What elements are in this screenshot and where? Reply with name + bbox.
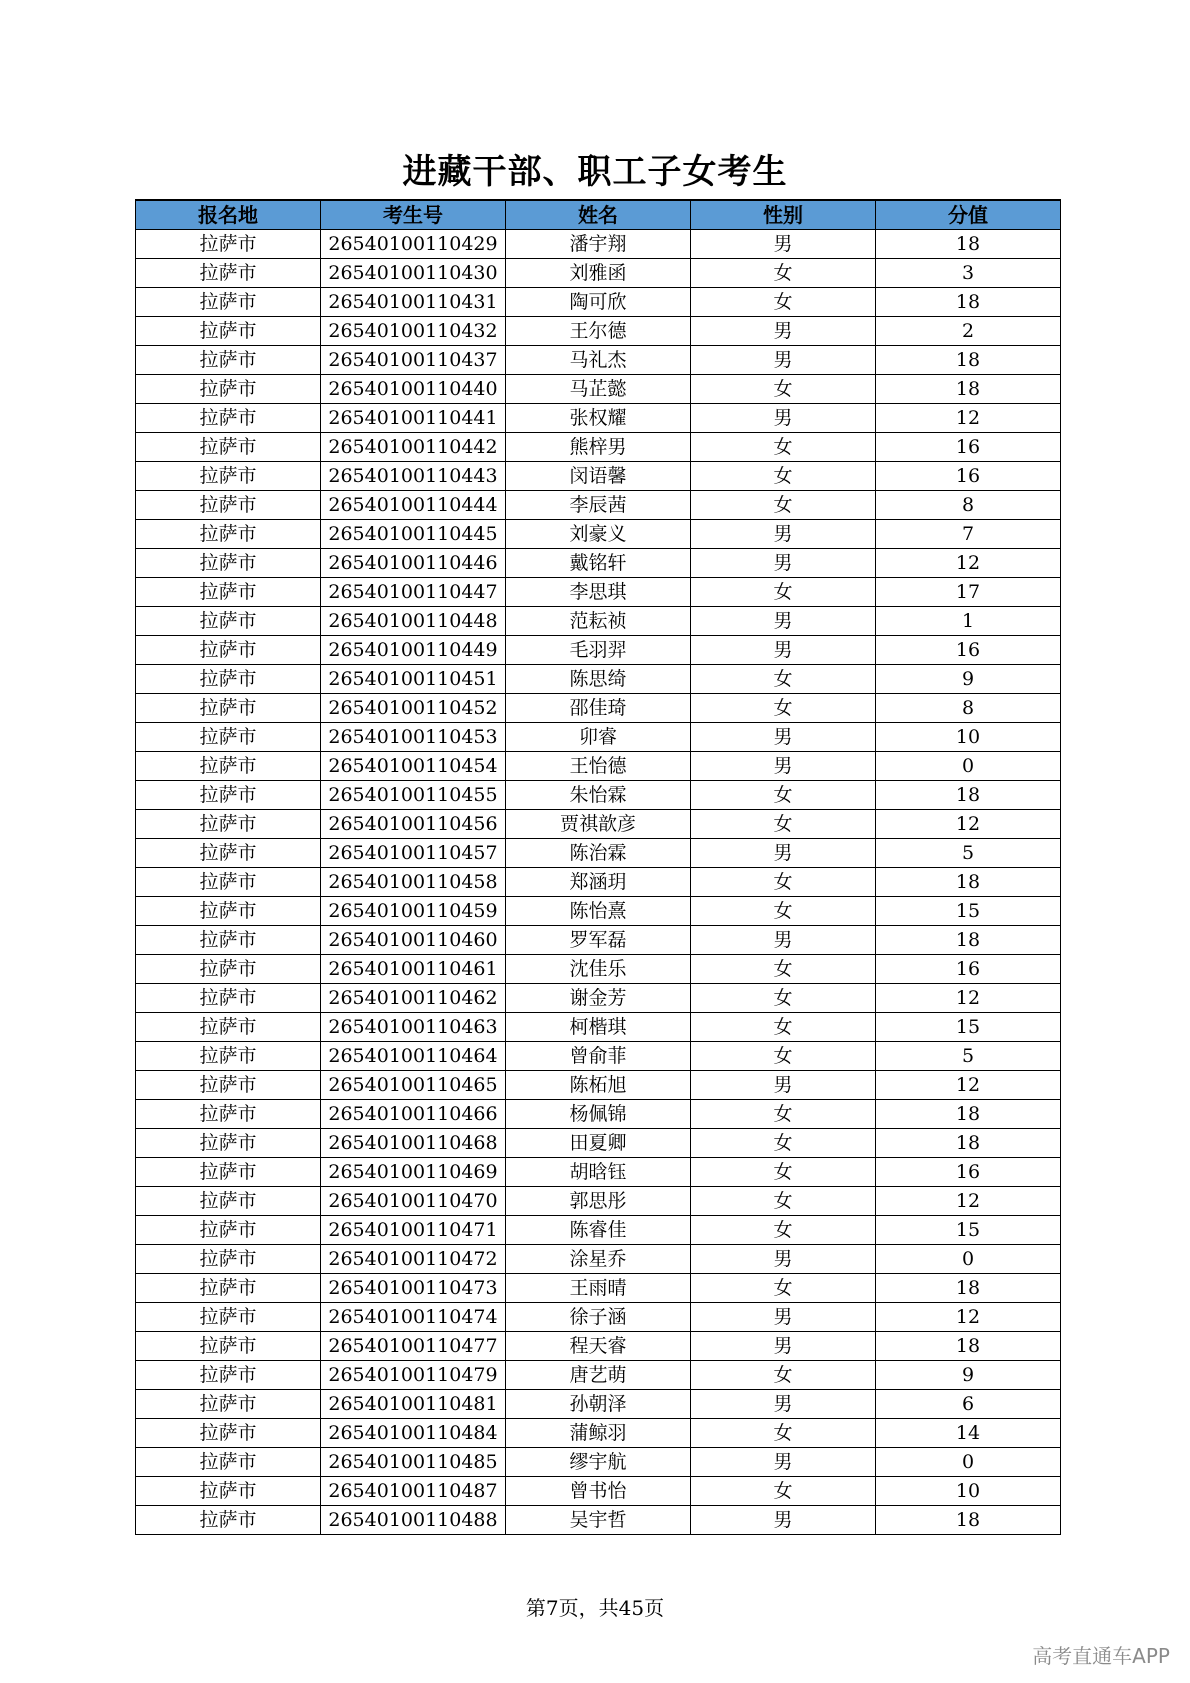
- table-row: [136, 665, 1061, 694]
- cell-candidate-number: 26540100110454: [321, 752, 506, 781]
- cell-gender: 男: [691, 1303, 876, 1332]
- cell-gender: 女: [691, 1042, 876, 1071]
- cell-candidate-number: 26540100110485: [321, 1448, 506, 1477]
- cell-score: 12: [876, 549, 1061, 578]
- table-row: [136, 375, 1061, 404]
- cell-candidate-number: 26540100110461: [321, 955, 506, 984]
- cell-registration-place: 拉萨市: [136, 433, 321, 462]
- table-row: [136, 1158, 1061, 1187]
- cell-candidate-number: 26540100110481: [321, 1390, 506, 1419]
- cell-name: 陈怡熹: [506, 897, 691, 926]
- cell-candidate-number: 26540100110459: [321, 897, 506, 926]
- table-row: [136, 1187, 1061, 1216]
- cell-candidate-number: 26540100110453: [321, 723, 506, 752]
- table-row: [136, 810, 1061, 839]
- cell-candidate-number: 26540100110464: [321, 1042, 506, 1071]
- cell-score: 12: [876, 810, 1061, 839]
- cell-score: 12: [876, 404, 1061, 433]
- cell-score: 16: [876, 1158, 1061, 1187]
- table-row: [136, 230, 1061, 259]
- cell-score: 15: [876, 897, 1061, 926]
- cell-score: 18: [876, 288, 1061, 317]
- cell-score: 0: [876, 1448, 1061, 1477]
- cell-registration-place: 拉萨市: [136, 1100, 321, 1129]
- cell-registration-place: 拉萨市: [136, 1506, 321, 1535]
- cell-registration-place: 拉萨市: [136, 375, 321, 404]
- cell-name: 胡晗钰: [506, 1158, 691, 1187]
- cell-score: 9: [876, 1361, 1061, 1390]
- cell-registration-place: 拉萨市: [136, 1419, 321, 1448]
- cell-score: 18: [876, 230, 1061, 259]
- cell-name: 唐艺萌: [506, 1361, 691, 1390]
- table-row: [136, 984, 1061, 1013]
- table-row: [136, 926, 1061, 955]
- table-row: [136, 868, 1061, 897]
- cell-candidate-number: 26540100110444: [321, 491, 506, 520]
- cell-registration-place: 拉萨市: [136, 1303, 321, 1332]
- cell-candidate-number: 26540100110447: [321, 578, 506, 607]
- cell-gender: 男: [691, 607, 876, 636]
- table-row: [136, 607, 1061, 636]
- cell-name: 刘豪义: [506, 520, 691, 549]
- cell-gender: 男: [691, 1071, 876, 1100]
- table-row: [136, 897, 1061, 926]
- cell-score: 18: [876, 926, 1061, 955]
- cell-gender: 女: [691, 1129, 876, 1158]
- cell-candidate-number: 26540100110470: [321, 1187, 506, 1216]
- cell-gender: 男: [691, 317, 876, 346]
- cell-score: 18: [876, 1274, 1061, 1303]
- cell-score: 9: [876, 665, 1061, 694]
- cell-name: 孙朝泽: [506, 1390, 691, 1419]
- table-row: [136, 1129, 1061, 1158]
- cell-name: 涂星乔: [506, 1245, 691, 1274]
- cell-gender: 男: [691, 230, 876, 259]
- cell-registration-place: 拉萨市: [136, 404, 321, 433]
- cell-name: 谢金芳: [506, 984, 691, 1013]
- cell-gender: 女: [691, 1100, 876, 1129]
- cell-gender: 女: [691, 1477, 876, 1506]
- cell-registration-place: 拉萨市: [136, 607, 321, 636]
- cell-registration-place: 拉萨市: [136, 317, 321, 346]
- cell-registration-place: 拉萨市: [136, 1390, 321, 1419]
- cell-gender: 男: [691, 1506, 876, 1535]
- cell-score: 18: [876, 346, 1061, 375]
- cell-registration-place: 拉萨市: [136, 984, 321, 1013]
- cell-gender: 女: [691, 1216, 876, 1245]
- table-row: [136, 1506, 1061, 1535]
- column-header-gender: 性别: [691, 200, 876, 230]
- cell-score: 12: [876, 1187, 1061, 1216]
- cell-registration-place: 拉萨市: [136, 288, 321, 317]
- candidate-table: [135, 199, 1061, 1535]
- column-header-name: 姓名: [506, 200, 691, 230]
- table-row: [136, 1216, 1061, 1245]
- cell-score: 15: [876, 1216, 1061, 1245]
- cell-candidate-number: 26540100110440: [321, 375, 506, 404]
- table-row: [136, 578, 1061, 607]
- cell-name: 潘宇翔: [506, 230, 691, 259]
- cell-name: 毛羽羿: [506, 636, 691, 665]
- cell-name: 郑涵玥: [506, 868, 691, 897]
- cell-gender: 女: [691, 1187, 876, 1216]
- cell-registration-place: 拉萨市: [136, 1042, 321, 1071]
- cell-gender: 男: [691, 839, 876, 868]
- cell-score: 7: [876, 520, 1061, 549]
- page-title: 进藏干部、职工子女考生: [402, 152, 788, 192]
- cell-name: 程天睿: [506, 1332, 691, 1361]
- cell-score: 16: [876, 462, 1061, 491]
- cell-gender: 男: [691, 1332, 876, 1361]
- cell-gender: 女: [691, 781, 876, 810]
- cell-name: 陈治霖: [506, 839, 691, 868]
- cell-candidate-number: 26540100110462: [321, 984, 506, 1013]
- cell-candidate-number: 26540100110446: [321, 549, 506, 578]
- table-row: [136, 549, 1061, 578]
- table-row: [136, 636, 1061, 665]
- cell-name: 田夏卿: [506, 1129, 691, 1158]
- cell-name: 李思琪: [506, 578, 691, 607]
- cell-registration-place: 拉萨市: [136, 868, 321, 897]
- cell-candidate-number: 26540100110443: [321, 462, 506, 491]
- cell-gender: 女: [691, 1013, 876, 1042]
- cell-gender: 女: [691, 375, 876, 404]
- table-row: [136, 723, 1061, 752]
- cell-gender: 女: [691, 491, 876, 520]
- table-row: [136, 752, 1061, 781]
- cell-gender: 女: [691, 897, 876, 926]
- cell-score: 18: [876, 1100, 1061, 1129]
- table-row: [136, 1274, 1061, 1303]
- cell-candidate-number: 26540100110473: [321, 1274, 506, 1303]
- cell-score: 12: [876, 1303, 1061, 1332]
- cell-score: 18: [876, 1506, 1061, 1535]
- cell-registration-place: 拉萨市: [136, 462, 321, 491]
- cell-score: 18: [876, 868, 1061, 897]
- cell-score: 1: [876, 607, 1061, 636]
- table-row: [136, 1332, 1061, 1361]
- cell-name: 陶可欣: [506, 288, 691, 317]
- cell-gender: 女: [691, 462, 876, 491]
- cell-name: 缪宇航: [506, 1448, 691, 1477]
- cell-name: 杨佩锦: [506, 1100, 691, 1129]
- cell-gender: 男: [691, 346, 876, 375]
- table-header-row: [136, 200, 1061, 230]
- cell-candidate-number: 26540100110471: [321, 1216, 506, 1245]
- cell-name: 卯睿: [506, 723, 691, 752]
- cell-gender: 女: [691, 1361, 876, 1390]
- cell-gender: 女: [691, 868, 876, 897]
- table-row: [136, 346, 1061, 375]
- watermark: 高考直通车APP: [1032, 1644, 1170, 1668]
- cell-registration-place: 拉萨市: [136, 1071, 321, 1100]
- cell-gender: 女: [691, 1274, 876, 1303]
- cell-registration-place: 拉萨市: [136, 839, 321, 868]
- cell-registration-place: 拉萨市: [136, 1216, 321, 1245]
- cell-candidate-number: 26540100110445: [321, 520, 506, 549]
- cell-name: 柯楷琪: [506, 1013, 691, 1042]
- cell-score: 12: [876, 984, 1061, 1013]
- cell-registration-place: 拉萨市: [136, 752, 321, 781]
- cell-score: 18: [876, 375, 1061, 404]
- cell-registration-place: 拉萨市: [136, 1013, 321, 1042]
- cell-registration-place: 拉萨市: [136, 491, 321, 520]
- cell-candidate-number: 26540100110448: [321, 607, 506, 636]
- cell-candidate-number: 26540100110452: [321, 694, 506, 723]
- cell-registration-place: 拉萨市: [136, 694, 321, 723]
- cell-gender: 男: [691, 752, 876, 781]
- cell-registration-place: 拉萨市: [136, 665, 321, 694]
- cell-name: 徐子涵: [506, 1303, 691, 1332]
- table-row: [136, 1477, 1061, 1506]
- cell-score: 5: [876, 1042, 1061, 1071]
- table-row: [136, 1390, 1061, 1419]
- cell-name: 邵佳琦: [506, 694, 691, 723]
- cell-registration-place: 拉萨市: [136, 897, 321, 926]
- cell-candidate-number: 26540100110449: [321, 636, 506, 665]
- cell-score: 14: [876, 1419, 1061, 1448]
- cell-score: 5: [876, 839, 1061, 868]
- cell-score: 18: [876, 1129, 1061, 1158]
- table-row: [136, 1013, 1061, 1042]
- cell-registration-place: 拉萨市: [136, 723, 321, 752]
- cell-name: 贾祺歆彦: [506, 810, 691, 839]
- page-number: 第7页，共45页: [525, 1596, 665, 1620]
- cell-registration-place: 拉萨市: [136, 1448, 321, 1477]
- cell-candidate-number: 26540100110463: [321, 1013, 506, 1042]
- table-row: [136, 1100, 1061, 1129]
- cell-name: 陈睿佳: [506, 1216, 691, 1245]
- cell-score: 17: [876, 578, 1061, 607]
- cell-gender: 女: [691, 433, 876, 462]
- cell-score: 15: [876, 1013, 1061, 1042]
- cell-registration-place: 拉萨市: [136, 810, 321, 839]
- cell-candidate-number: 26540100110460: [321, 926, 506, 955]
- cell-score: 16: [876, 433, 1061, 462]
- cell-name: 曾俞菲: [506, 1042, 691, 1071]
- cell-score: 10: [876, 1477, 1061, 1506]
- table-row: [136, 1245, 1061, 1274]
- cell-candidate-number: 26540100110455: [321, 781, 506, 810]
- cell-candidate-number: 26540100110430: [321, 259, 506, 288]
- table-row: [136, 1419, 1061, 1448]
- cell-name: 马礼杰: [506, 346, 691, 375]
- cell-gender: 男: [691, 1245, 876, 1274]
- table-row: [136, 491, 1061, 520]
- table-row: [136, 317, 1061, 346]
- cell-registration-place: 拉萨市: [136, 230, 321, 259]
- cell-gender: 女: [691, 665, 876, 694]
- cell-name: 陈思绮: [506, 665, 691, 694]
- cell-name: 朱怡霖: [506, 781, 691, 810]
- cell-candidate-number: 26540100110487: [321, 1477, 506, 1506]
- cell-gender: 女: [691, 984, 876, 1013]
- cell-candidate-number: 26540100110441: [321, 404, 506, 433]
- cell-registration-place: 拉萨市: [136, 1129, 321, 1158]
- cell-registration-place: 拉萨市: [136, 520, 321, 549]
- cell-candidate-number: 26540100110488: [321, 1506, 506, 1535]
- cell-name: 曾书怡: [506, 1477, 691, 1506]
- table-row: [136, 781, 1061, 810]
- cell-gender: 男: [691, 636, 876, 665]
- table-row: [136, 839, 1061, 868]
- cell-name: 王怡德: [506, 752, 691, 781]
- cell-candidate-number: 26540100110477: [321, 1332, 506, 1361]
- cell-gender: 男: [691, 1448, 876, 1477]
- cell-registration-place: 拉萨市: [136, 346, 321, 375]
- table-row: [136, 1071, 1061, 1100]
- cell-registration-place: 拉萨市: [136, 1274, 321, 1303]
- cell-name: 刘雅函: [506, 259, 691, 288]
- cell-candidate-number: 26540100110472: [321, 1245, 506, 1274]
- cell-registration-place: 拉萨市: [136, 1187, 321, 1216]
- table-row: [136, 520, 1061, 549]
- cell-candidate-number: 26540100110465: [321, 1071, 506, 1100]
- cell-candidate-number: 26540100110451: [321, 665, 506, 694]
- cell-registration-place: 拉萨市: [136, 1332, 321, 1361]
- cell-gender: 男: [691, 404, 876, 433]
- column-header-score: 分值: [876, 200, 1061, 230]
- table-row: [136, 955, 1061, 984]
- cell-gender: 女: [691, 578, 876, 607]
- cell-name: 王雨晴: [506, 1274, 691, 1303]
- cell-gender: 男: [691, 723, 876, 752]
- table-row: [136, 404, 1061, 433]
- table-row: [136, 433, 1061, 462]
- cell-name: 王尔德: [506, 317, 691, 346]
- cell-name: 沈佳乐: [506, 955, 691, 984]
- cell-registration-place: 拉萨市: [136, 636, 321, 665]
- cell-gender: 男: [691, 549, 876, 578]
- cell-gender: 女: [691, 1419, 876, 1448]
- cell-name: 罗军磊: [506, 926, 691, 955]
- cell-gender: 女: [691, 288, 876, 317]
- cell-registration-place: 拉萨市: [136, 955, 321, 984]
- cell-candidate-number: 26540100110466: [321, 1100, 506, 1129]
- cell-name: 吴宇哲: [506, 1506, 691, 1535]
- table-row: [136, 1361, 1061, 1390]
- cell-candidate-number: 26540100110429: [321, 230, 506, 259]
- cell-score: 12: [876, 1071, 1061, 1100]
- cell-gender: 男: [691, 926, 876, 955]
- cell-score: 18: [876, 781, 1061, 810]
- cell-candidate-number: 26540100110469: [321, 1158, 506, 1187]
- cell-candidate-number: 26540100110484: [321, 1419, 506, 1448]
- cell-gender: 女: [691, 259, 876, 288]
- cell-name: 范耘祯: [506, 607, 691, 636]
- cell-name: 张权耀: [506, 404, 691, 433]
- cell-registration-place: 拉萨市: [136, 1361, 321, 1390]
- cell-registration-place: 拉萨市: [136, 1245, 321, 1274]
- cell-score: 8: [876, 491, 1061, 520]
- cell-registration-place: 拉萨市: [136, 781, 321, 810]
- cell-registration-place: 拉萨市: [136, 926, 321, 955]
- cell-registration-place: 拉萨市: [136, 549, 321, 578]
- cell-registration-place: 拉萨市: [136, 578, 321, 607]
- cell-name: 郭思彤: [506, 1187, 691, 1216]
- cell-name: 李辰茜: [506, 491, 691, 520]
- cell-name: 戴铭轩: [506, 549, 691, 578]
- cell-candidate-number: 26540100110431: [321, 288, 506, 317]
- cell-candidate-number: 26540100110479: [321, 1361, 506, 1390]
- column-header-candidate-number: 考生号: [321, 200, 506, 230]
- cell-score: 0: [876, 752, 1061, 781]
- table-row: [136, 694, 1061, 723]
- cell-gender: 男: [691, 1390, 876, 1419]
- cell-candidate-number: 26540100110432: [321, 317, 506, 346]
- table-row: [136, 288, 1061, 317]
- cell-gender: 男: [691, 520, 876, 549]
- cell-score: 6: [876, 1390, 1061, 1419]
- cell-candidate-number: 26540100110456: [321, 810, 506, 839]
- cell-name: 马芷懿: [506, 375, 691, 404]
- cell-candidate-number: 26540100110437: [321, 346, 506, 375]
- cell-registration-place: 拉萨市: [136, 259, 321, 288]
- table-row: [136, 1448, 1061, 1477]
- cell-candidate-number: 26540100110442: [321, 433, 506, 462]
- cell-registration-place: 拉萨市: [136, 1477, 321, 1506]
- table-row: [136, 1042, 1061, 1071]
- cell-score: 3: [876, 259, 1061, 288]
- cell-score: 8: [876, 694, 1061, 723]
- cell-gender: 女: [691, 810, 876, 839]
- column-header-registration-place: 报名地: [136, 200, 321, 230]
- cell-score: 18: [876, 1332, 1061, 1361]
- cell-candidate-number: 26540100110458: [321, 868, 506, 897]
- table-body: [136, 230, 1061, 1535]
- cell-candidate-number: 26540100110457: [321, 839, 506, 868]
- cell-candidate-number: 26540100110474: [321, 1303, 506, 1332]
- table-row: [136, 462, 1061, 491]
- cell-name: 闵语馨: [506, 462, 691, 491]
- cell-gender: 女: [691, 1158, 876, 1187]
- cell-name: 陈柘旭: [506, 1071, 691, 1100]
- cell-gender: 女: [691, 955, 876, 984]
- cell-score: 2: [876, 317, 1061, 346]
- cell-registration-place: 拉萨市: [136, 1158, 321, 1187]
- cell-score: 16: [876, 636, 1061, 665]
- cell-name: 熊梓男: [506, 433, 691, 462]
- table-row: [136, 1303, 1061, 1332]
- cell-name: 蒲鲸羽: [506, 1419, 691, 1448]
- cell-score: 0: [876, 1245, 1061, 1274]
- cell-score: 16: [876, 955, 1061, 984]
- cell-gender: 女: [691, 694, 876, 723]
- cell-candidate-number: 26540100110468: [321, 1129, 506, 1158]
- table-row: [136, 259, 1061, 288]
- cell-score: 10: [876, 723, 1061, 752]
